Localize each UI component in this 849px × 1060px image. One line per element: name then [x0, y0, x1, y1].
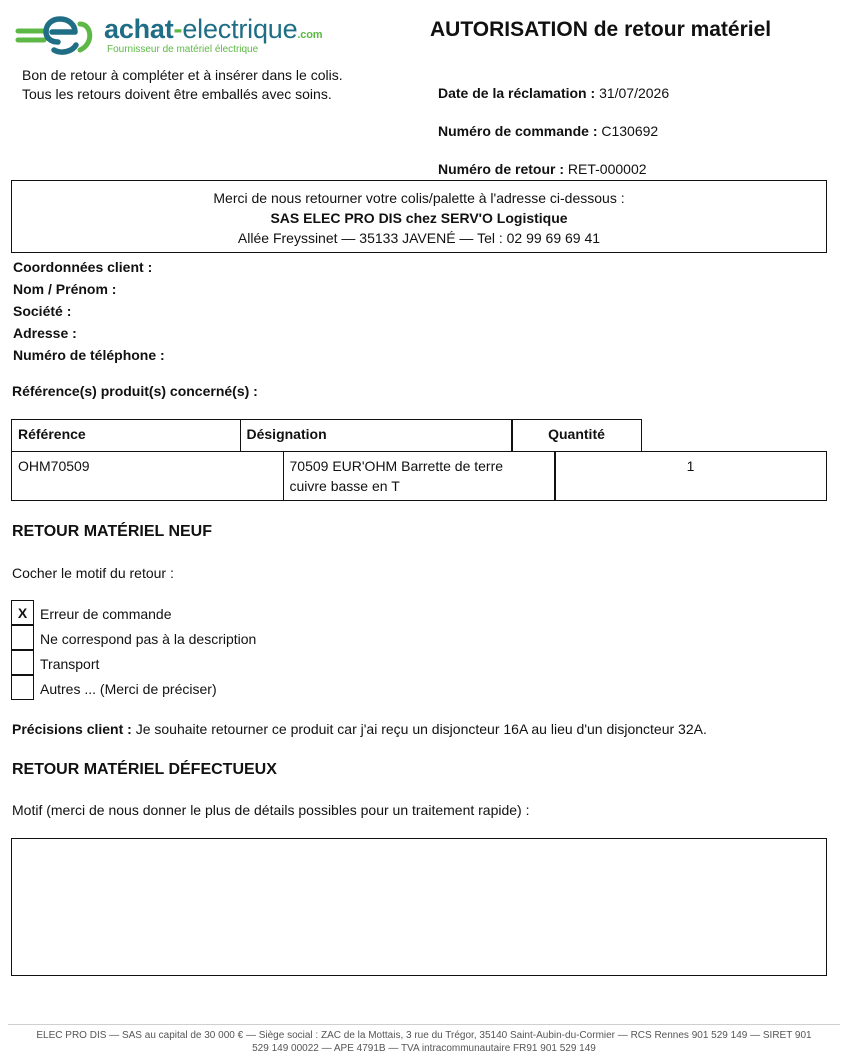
footer-line-2: 529 149 00022 — APE 4791B — TVA intracommunautaire FR91 901 529 149 [252, 1043, 596, 1054]
reason-checkbox-transport[interactable] [11, 650, 34, 675]
client-name-label: Nom / Prénom : [13, 281, 117, 297]
return-address-street: Allée Freyssinet — 35133 JAVENÉ — Tel : 02 99 69 69 41 [237, 230, 601, 246]
new-return-title: RETOUR MATÉRIEL NEUF [12, 523, 213, 540]
table-header-designation: Désignation [240, 419, 513, 452]
document-title: AUTORISATION de retour matériel [430, 18, 772, 41]
defective-return-prompt: Motif (merci de nous donner le plus de détails possibles pour un traitement rapide) : [12, 802, 530, 818]
footer-legal [8, 1029, 840, 1055]
defective-return-title: RETOUR MATÉRIEL DÉFECTUEUX [12, 761, 277, 778]
intro-text [22, 66, 343, 104]
footer-divider [8, 1024, 840, 1025]
return-address-box [11, 180, 827, 253]
client-details-label: Précisions client : [12, 721, 132, 737]
reason-checkbox-mismatch[interactable] [11, 625, 34, 650]
designation-line-2: cuivre basse en T [289, 477, 400, 494]
order-number-value: C130692 [601, 123, 659, 139]
logo-tagline: Fournisseur de matériel électrique [107, 44, 259, 55]
intro-line-2: Tous les retours doivent être emballés avec soins. [22, 86, 332, 102]
reason-option-mismatch[interactable] [11, 626, 256, 651]
reason-option-other[interactable] [11, 676, 217, 701]
client-company-label: Société : [13, 303, 72, 319]
claim-date [438, 85, 669, 101]
table-cell-reference: OHM70509 [11, 451, 284, 501]
logo-wordmark: achat-electrique.com [104, 14, 323, 44]
reason-option-transport[interactable] [11, 651, 99, 676]
intro-line-1: Bon de retour à compléter et à insérer dans le colis. [22, 67, 343, 83]
table-header-quantity: Quantité [511, 419, 642, 452]
logo-mark-icon [14, 12, 98, 58]
claim-date-value: 31/07/2026 [599, 85, 670, 101]
reason-label-transport: Transport [40, 655, 100, 672]
table-cell-quantity: 1 [554, 451, 827, 501]
reason-option-order-error[interactable] [11, 601, 172, 626]
order-number [438, 123, 658, 139]
reason-checkbox-other[interactable] [11, 675, 34, 700]
order-number-label: Numéro de commande : [438, 123, 598, 139]
reason-label-mismatch: Ne correspond pas à la description [40, 630, 257, 647]
return-address-name: SAS ELEC PRO DIS chez SERV'O Logistique [270, 210, 568, 226]
new-return-prompt: Cocher le motif du retour : [12, 565, 174, 581]
defect-motif-field[interactable] [11, 838, 827, 976]
client-details [13, 256, 165, 366]
return-number-value: RET-000002 [567, 161, 647, 177]
return-number [438, 161, 647, 177]
reason-checkbox-order-error[interactable]: X [11, 600, 34, 625]
return-number-label: Numéro de retour : [438, 161, 565, 177]
brand-logo [14, 10, 344, 60]
client-phone-label: Numéro de téléphone : [13, 347, 165, 363]
client-details-value: Je souhaite retourner ce produit car j'ai reçu un disjoncteur 16A au lieu d'un disjoncteur 32A. [135, 721, 707, 737]
client-heading: Coordonnées client : [13, 259, 153, 275]
table-cell-designation [283, 451, 556, 501]
client-address-label: Adresse : [13, 325, 77, 341]
reason-label-other: Autres ... (Merci de préciser) [40, 680, 217, 697]
client-details-note [12, 721, 707, 737]
table-header-reference: Référence [11, 419, 241, 452]
return-address-intro: Merci de nous retourner votre colis/palette à l'adresse ci-dessous : [213, 190, 625, 206]
designation-line-1: 70509 EUR'OHM Barrette de terre [289, 457, 504, 474]
claim-date-label: Date de la réclamation : [438, 85, 596, 101]
products-title: Référence(s) produit(s) concerné(s) : [12, 383, 258, 399]
reason-label-order-error: Erreur de commande [40, 605, 172, 622]
footer-line-1: ELEC PRO DIS — SAS au capital de 30 000 € — Siège social : ZAC de la Mottais, 3 rue du Trégor, 35140 Saint-Aubin-du-Cormier — RCS Rennes 901 529 149 — SIRET 901 [36, 1030, 812, 1041]
